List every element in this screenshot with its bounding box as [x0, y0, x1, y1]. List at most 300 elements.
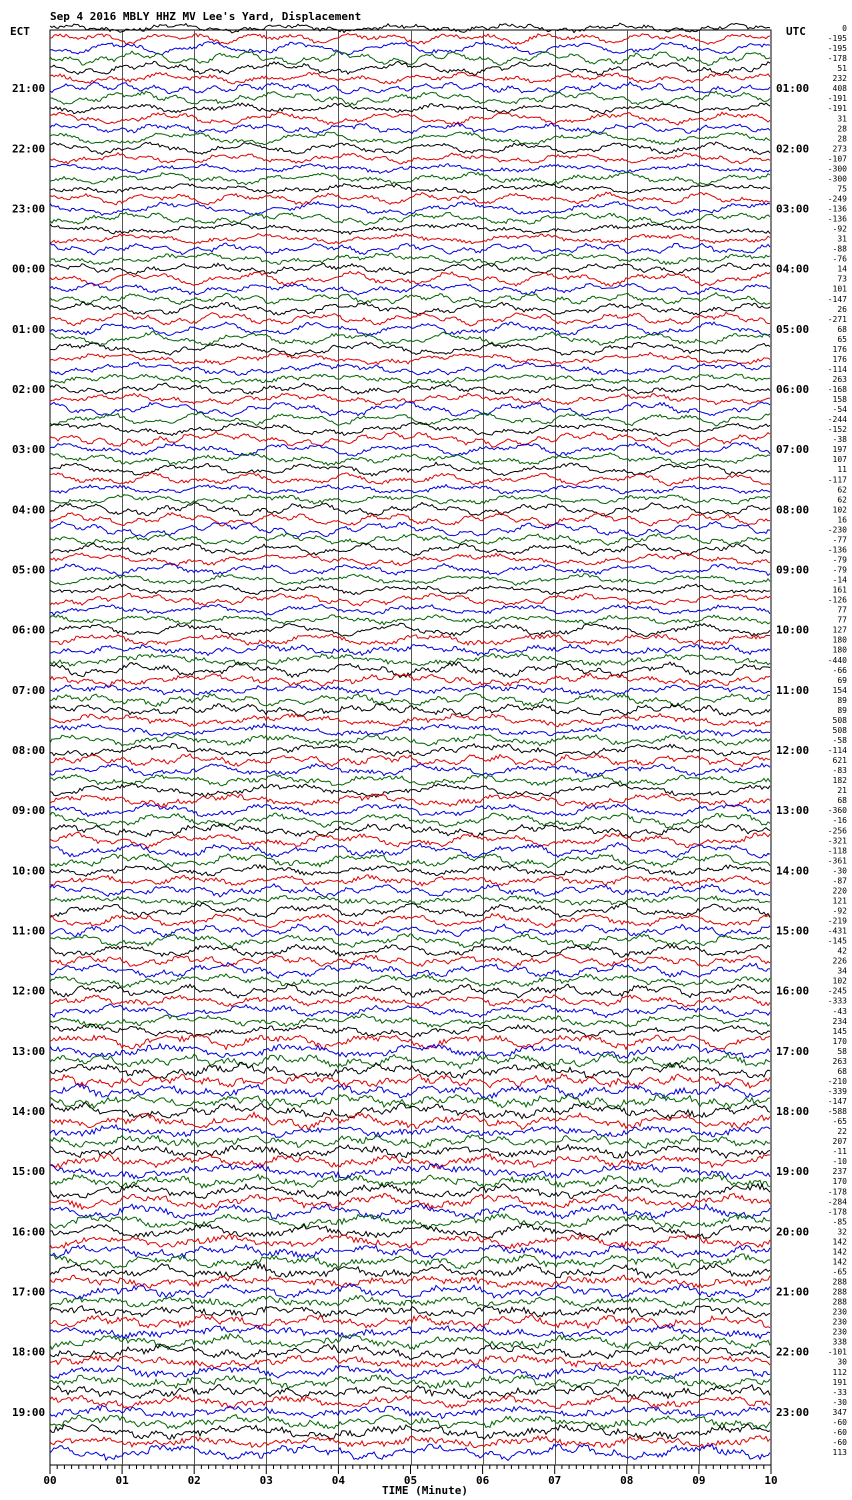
- trace-offset-label: -178: [827, 54, 847, 64]
- trace-line: [50, 944, 770, 957]
- trace-offset-label: 121: [832, 896, 847, 906]
- trace-line: [50, 812, 770, 827]
- trace-offset-label: 89: [837, 705, 847, 715]
- x-axis-label: TIME (Minute): [381, 1484, 469, 1497]
- utc-hour-label: 01:00: [776, 82, 810, 96]
- trace-offset-label: -107: [827, 154, 847, 164]
- trace-offset-label: 288: [832, 1277, 847, 1287]
- trace-line: [50, 1053, 770, 1068]
- trace-line: [50, 774, 770, 785]
- trace-line: [50, 112, 770, 125]
- trace-line: [50, 1355, 770, 1368]
- trace-offset-label: 0: [842, 24, 847, 33]
- ect-hour-label: 12:00: [12, 984, 46, 998]
- trace-line: [50, 662, 770, 678]
- trace-offset-label: 230: [832, 1307, 847, 1317]
- ect-hour-label: 18:00: [12, 1345, 46, 1359]
- trace-offset-label: -66: [832, 665, 847, 675]
- trace-line: [50, 842, 770, 858]
- trace-line: [50, 243, 770, 255]
- trace-offset-label: -114: [827, 746, 847, 755]
- trace-line: [50, 513, 770, 527]
- trace-offset-label: -191: [827, 104, 847, 114]
- seismic-traces: [50, 23, 770, 1460]
- trace-line: [50, 804, 770, 817]
- utc-hour-label: 10:00: [776, 623, 810, 637]
- ect-hour-label: 06:00: [12, 623, 46, 637]
- ect-hour-label: 05:00: [12, 563, 46, 577]
- utc-hour-label: 23:00: [776, 1405, 810, 1419]
- trace-line: [50, 1234, 770, 1248]
- trace-offset-label: -114: [827, 365, 847, 374]
- trace-offset-label: 11: [837, 465, 847, 475]
- trace-offset-labels: [828, 24, 847, 1457]
- trace-line: [50, 593, 770, 605]
- ect-hour-label: 14:00: [12, 1105, 46, 1118]
- trace-line: [50, 703, 770, 716]
- trace-offset-label: -245: [827, 986, 847, 996]
- utc-hour-label: 11:00: [776, 683, 810, 697]
- trace-offset-label: 237: [832, 1167, 847, 1177]
- trace-line: [50, 383, 770, 394]
- trace-line: [50, 644, 770, 655]
- x-tick-label: 09: [692, 1474, 706, 1487]
- trace-offset-label: 226: [832, 956, 847, 966]
- trace-offset-label: -126: [827, 595, 847, 605]
- trace-line: [50, 1004, 770, 1018]
- trace-offset-label: 30: [837, 1357, 847, 1367]
- trace-offset-label: 263: [832, 1056, 847, 1066]
- trace-line: [50, 1263, 770, 1278]
- trace-offset-label: -92: [832, 906, 847, 916]
- trace-offset-label: 69: [837, 675, 847, 685]
- trace-line: [50, 1084, 770, 1099]
- trace-offset-label: 288: [832, 1287, 847, 1297]
- trace-offset-label: 154: [832, 685, 847, 695]
- trace-offset-label: -178: [827, 1207, 847, 1217]
- trace-offset-label: -14: [832, 575, 847, 585]
- trace-offset-label: -30: [832, 866, 847, 876]
- trace-offset-label: -65: [832, 1267, 847, 1277]
- trace-line: [50, 485, 770, 494]
- trace-offset-label: 14: [837, 264, 847, 274]
- trace-offset-label: -60: [832, 1417, 847, 1427]
- utc-hour-label: 21:00: [776, 1285, 810, 1299]
- trace-offset-label: -83: [832, 766, 847, 776]
- trace-offset-label: -271: [827, 314, 847, 324]
- trace-offset-label: 176: [832, 354, 847, 364]
- trace-offset-label: -76: [832, 254, 847, 264]
- trace-line: [50, 543, 770, 556]
- trace-offset-label: 77: [837, 605, 847, 615]
- ect-hour-label: 02:00: [12, 383, 46, 396]
- trace-line: [50, 1062, 770, 1078]
- trace-line: [50, 422, 770, 436]
- utc-hour-labels: [776, 82, 809, 1419]
- trace-line: [50, 553, 770, 566]
- trace-offset-label: -10: [832, 1157, 847, 1167]
- trace-offset-label: -210: [827, 1077, 847, 1086]
- trace-line: [50, 413, 770, 427]
- trace-offset-label: 191: [832, 1377, 847, 1387]
- trace-line: [50, 995, 770, 1007]
- trace-offset-label: -168: [827, 385, 847, 394]
- trace-offset-label: 89: [837, 695, 847, 705]
- trace-line: [50, 584, 770, 595]
- trace-line: [50, 212, 770, 225]
- x-tick-label: 10: [764, 1474, 778, 1487]
- ect-hour-label: 23:00: [12, 202, 46, 216]
- trace-offset-label: 65: [837, 334, 847, 344]
- trace-line: [50, 1074, 770, 1088]
- trace-offset-label: 170: [832, 1036, 847, 1046]
- trace-offset-label: 42: [837, 946, 847, 956]
- x-tick-label: 03: [259, 1474, 273, 1487]
- trace-offset-label: 142: [832, 1237, 847, 1247]
- trace-offset-label: -588: [827, 1107, 847, 1116]
- trace-offset-label: -300: [827, 174, 847, 184]
- trace-line: [50, 875, 770, 886]
- trace-line: [50, 963, 770, 979]
- ect-hour-label: 00:00: [12, 262, 46, 276]
- trace-line: [50, 153, 770, 164]
- trace-line: [50, 914, 770, 928]
- trace-offset-label: 508: [832, 715, 847, 725]
- utc-hour-label: 05:00: [776, 322, 810, 336]
- trace-line: [50, 1275, 770, 1288]
- trace-offset-label: 142: [832, 1257, 847, 1267]
- ect-hour-label: 10:00: [12, 864, 46, 878]
- utc-hour-label: 09:00: [776, 563, 810, 577]
- trace-line: [50, 495, 770, 504]
- trace-line: [50, 132, 770, 145]
- trace-line: [50, 1014, 770, 1027]
- trace-line: [50, 724, 770, 737]
- trace-line: [50, 142, 770, 155]
- x-tick-label: 02: [187, 1474, 201, 1487]
- trace-line: [50, 564, 770, 576]
- trace-offset-label: 207: [832, 1137, 847, 1147]
- trace-offset-label: -244: [827, 415, 847, 425]
- ect-hour-label: 16:00: [12, 1225, 46, 1239]
- trace-offset-label: 263: [832, 375, 847, 384]
- trace-line: [50, 534, 770, 546]
- utc-hour-label: 14:00: [776, 864, 810, 878]
- trace-line: [50, 23, 770, 33]
- trace-line: [50, 1145, 770, 1159]
- trace-offset-label: -191: [827, 94, 847, 104]
- trace-line: [50, 293, 770, 305]
- trace-offset-label: 408: [832, 84, 847, 94]
- trace-offset-label: 288: [832, 1297, 847, 1307]
- utc-hour-label: 19:00: [776, 1165, 810, 1179]
- trace-offset-label: 273: [832, 144, 847, 154]
- utc-hour-label: 06:00: [776, 383, 810, 396]
- trace-offset-label: 62: [837, 485, 847, 495]
- trace-offset-label: -85: [832, 1217, 847, 1227]
- trace-line: [50, 763, 770, 777]
- trace-line: [50, 604, 770, 615]
- trace-line: [50, 1154, 770, 1169]
- trace-line: [50, 302, 770, 315]
- trace-line: [50, 123, 770, 134]
- utc-hour-label: 16:00: [776, 984, 810, 998]
- trace-line: [50, 1135, 770, 1148]
- trace-offset-label: -339: [827, 1087, 847, 1096]
- trace-line: [50, 854, 770, 868]
- utc-hour-label: 17:00: [776, 1044, 810, 1058]
- trace-offset-label: -65: [832, 1117, 847, 1127]
- trace-offset-label: 26: [837, 304, 847, 314]
- x-tick-label: 01: [115, 1474, 129, 1487]
- utc-hour-label: 18:00: [776, 1105, 810, 1118]
- trace-line: [50, 192, 770, 205]
- trace-line: [50, 312, 770, 326]
- trace-offset-label: 31: [837, 234, 847, 244]
- trace-line: [50, 253, 770, 265]
- trace-line: [50, 1344, 770, 1359]
- trace-line: [50, 634, 770, 645]
- trace-offset-label: -136: [827, 204, 847, 214]
- ect-hour-label: 09:00: [12, 804, 46, 818]
- trace-line: [50, 954, 770, 966]
- utc-hour-label: 07:00: [776, 443, 810, 457]
- left-zone-label: ECT: [10, 25, 30, 38]
- trace-offset-label: -284: [827, 1197, 847, 1207]
- trace-offset-label: 68: [837, 1066, 847, 1076]
- trace-line: [50, 1103, 770, 1119]
- trace-line: [50, 82, 770, 94]
- x-tick-label: 05: [403, 1474, 418, 1487]
- trace-line: [50, 574, 770, 586]
- ect-hour-label: 17:00: [12, 1285, 46, 1299]
- trace-line: [50, 685, 770, 695]
- ect-hour-label: 15:00: [12, 1165, 46, 1179]
- trace-offset-label: 158: [832, 395, 847, 404]
- trace-offset-label: -136: [827, 214, 847, 224]
- trace-offset-label: -152: [827, 425, 847, 435]
- trace-offset-label: -79: [832, 555, 847, 565]
- trace-offset-label: 16: [837, 515, 847, 525]
- trace-offset-label: 230: [832, 1317, 847, 1327]
- trace-offset-label: 62: [837, 495, 847, 505]
- trace-offset-label: -60: [832, 1427, 847, 1437]
- trace-offset-label: 347: [832, 1407, 847, 1417]
- trace-line: [50, 172, 770, 185]
- trace-line: [50, 1204, 770, 1219]
- trace-line: [50, 924, 770, 937]
- ect-hour-label: 03:00: [12, 443, 46, 457]
- trace-line: [50, 734, 770, 746]
- trace-offset-label: -431: [827, 926, 847, 936]
- trace-offset-label: -147: [827, 294, 847, 304]
- trace-offset-label: 621: [832, 756, 847, 766]
- x-tick-label: 08: [620, 1474, 634, 1487]
- trace-offset-label: 102: [832, 976, 847, 986]
- trace-line: [50, 1395, 770, 1409]
- trace-line: [50, 1164, 770, 1179]
- trace-line: [50, 164, 770, 174]
- utc-hour-label: 15:00: [776, 924, 810, 938]
- trace-line: [50, 1306, 770, 1318]
- trace-line: [50, 903, 770, 917]
- trace-offset-label: 73: [837, 274, 847, 284]
- trace-line: [50, 223, 770, 234]
- x-tick-label: 04: [331, 1474, 346, 1487]
- trace-offset-label: -117: [827, 475, 847, 485]
- trace-offset-label: 161: [832, 585, 847, 595]
- trace-offset-label: -11: [832, 1147, 847, 1157]
- trace-offset-label: -361: [827, 856, 847, 866]
- trace-offset-label: 127: [832, 625, 847, 635]
- ect-hour-label: 22:00: [12, 142, 46, 156]
- trace-offset-label: -77: [832, 535, 847, 545]
- trace-offset-label: -195: [827, 44, 847, 54]
- trace-line: [50, 51, 770, 65]
- trace-offset-label: 180: [832, 645, 847, 655]
- trace-line: [50, 332, 770, 346]
- trace-line: [50, 714, 770, 727]
- trace-line: [50, 1044, 770, 1059]
- utc-hour-label: 13:00: [776, 804, 810, 818]
- trace-offset-label: 113: [832, 1448, 847, 1457]
- utc-hour-label: 04:00: [776, 262, 810, 276]
- trace-line: [50, 61, 770, 75]
- trace-line: [50, 1254, 770, 1269]
- trace-line: [50, 103, 770, 114]
- trace-line: [50, 1194, 770, 1210]
- trace-offset-label: -118: [827, 846, 847, 856]
- utc-hour-label: 20:00: [776, 1225, 810, 1239]
- trace-offset-label: -79: [832, 565, 847, 575]
- trace-offset-label: 145: [832, 1026, 847, 1036]
- utc-hour-label: 08:00: [776, 503, 810, 517]
- trace-line: [50, 374, 770, 384]
- ect-hour-label: 04:00: [12, 503, 46, 517]
- trace-offset-label: 32: [837, 1227, 847, 1237]
- ect-hour-label: 07:00: [12, 683, 46, 697]
- trace-line: [50, 462, 770, 476]
- trace-line: [50, 1284, 770, 1298]
- trace-offset-label: -440: [827, 655, 847, 665]
- trace-line: [50, 1436, 770, 1448]
- trace-offset-label: -43: [832, 1006, 847, 1016]
- trace-offset-label: 28: [837, 124, 847, 134]
- trace-offset-label: 58: [837, 1046, 847, 1056]
- trace-line: [50, 884, 770, 897]
- trace-line: [50, 283, 770, 295]
- trace-offset-label: 31: [837, 114, 847, 124]
- trace-offset-label: 34: [837, 966, 847, 976]
- trace-line: [50, 362, 770, 375]
- chart-title: Sep 4 2016 MBLY HHZ MV Lee's Yard, Displacement: [50, 10, 362, 23]
- trace-line: [50, 352, 770, 365]
- trace-line: [50, 1174, 770, 1188]
- trace-offset-label: -87: [832, 876, 847, 886]
- trace-offset-label: -178: [827, 1187, 847, 1197]
- trace-offset-label: 232: [832, 74, 847, 84]
- trace-offset-label: 101: [832, 284, 847, 294]
- ect-hour-label: 11:00: [12, 924, 46, 938]
- x-tick-label: 00: [43, 1474, 57, 1487]
- trace-line: [50, 1444, 770, 1460]
- trace-line: [50, 615, 770, 625]
- ect-hour-label: 01:00: [12, 322, 46, 336]
- utc-hour-label: 12:00: [776, 744, 810, 757]
- trace-line: [50, 402, 770, 417]
- trace-line: [50, 654, 770, 667]
- trace-line: [50, 1112, 770, 1129]
- trace-line: [50, 453, 770, 466]
- trace-offset-label: 28: [837, 134, 847, 144]
- trace-offset-label: -360: [827, 806, 847, 816]
- trace-offset-label: -147: [827, 1097, 847, 1106]
- trace-line: [50, 503, 770, 516]
- trace-offset-label: 77: [837, 615, 847, 625]
- trace-offset-label: 182: [832, 776, 847, 786]
- trace-offset-label: 338: [832, 1337, 847, 1347]
- trace-offset-label: 68: [837, 324, 847, 334]
- trace-offset-label: -333: [827, 996, 847, 1006]
- right-zone-label: UTC: [786, 25, 806, 38]
- trace-line: [50, 91, 770, 105]
- trace-offset-label: 180: [832, 635, 847, 645]
- trace-offset-label: 176: [832, 344, 847, 354]
- trace-offset-label: 102: [832, 505, 847, 515]
- x-tick-label: 06: [475, 1474, 490, 1487]
- trace-offset-label: 142: [832, 1247, 847, 1257]
- ect-hour-label: 21:00: [12, 82, 46, 96]
- trace-line: [50, 824, 770, 838]
- trace-line: [50, 1024, 770, 1037]
- ect-hour-label: 08:00: [12, 744, 46, 757]
- trace-offset-label: 22: [837, 1127, 847, 1137]
- trace-line: [50, 263, 770, 274]
- trace-offset-label: 107: [832, 455, 847, 465]
- trace-offset-label: -54: [832, 405, 847, 415]
- trace-line: [50, 744, 770, 757]
- trace-offset-label: -321: [827, 836, 847, 846]
- trace-line: [50, 472, 770, 485]
- ect-hour-labels: [12, 82, 45, 1419]
- trace-offset-label: -136: [827, 545, 847, 555]
- x-tick-label: 07: [548, 1474, 562, 1487]
- trace-line: [50, 623, 770, 636]
- trace-offset-label: 170: [832, 1177, 847, 1187]
- trace-offset-label: 112: [832, 1367, 847, 1377]
- trace-offset-label: 21: [837, 786, 847, 796]
- trace-offset-label: -58: [832, 736, 847, 745]
- trace-offset-label: -92: [832, 224, 847, 234]
- trace-offset-label: -300: [827, 164, 847, 174]
- trace-offset-label: -195: [827, 34, 847, 43]
- trace-line: [50, 73, 770, 84]
- trace-line: [50, 693, 770, 706]
- trace-line: [50, 934, 770, 948]
- trace-line: [50, 1296, 770, 1308]
- utc-hour-label: 03:00: [776, 202, 810, 216]
- trace-offset-label: -249: [827, 194, 847, 204]
- trace-offset-label: 508: [832, 726, 847, 735]
- trace-offset-label: 234: [832, 1016, 847, 1026]
- trace-offset-label: -219: [827, 916, 847, 926]
- trace-offset-label: -60: [832, 1438, 847, 1447]
- trace-line: [50, 984, 770, 998]
- trace-offset-label: -38: [832, 435, 847, 445]
- ect-hour-label: 13:00: [12, 1044, 46, 1058]
- trace-offset-label: -30: [832, 1397, 847, 1407]
- ect-hour-label: 19:00: [12, 1405, 46, 1419]
